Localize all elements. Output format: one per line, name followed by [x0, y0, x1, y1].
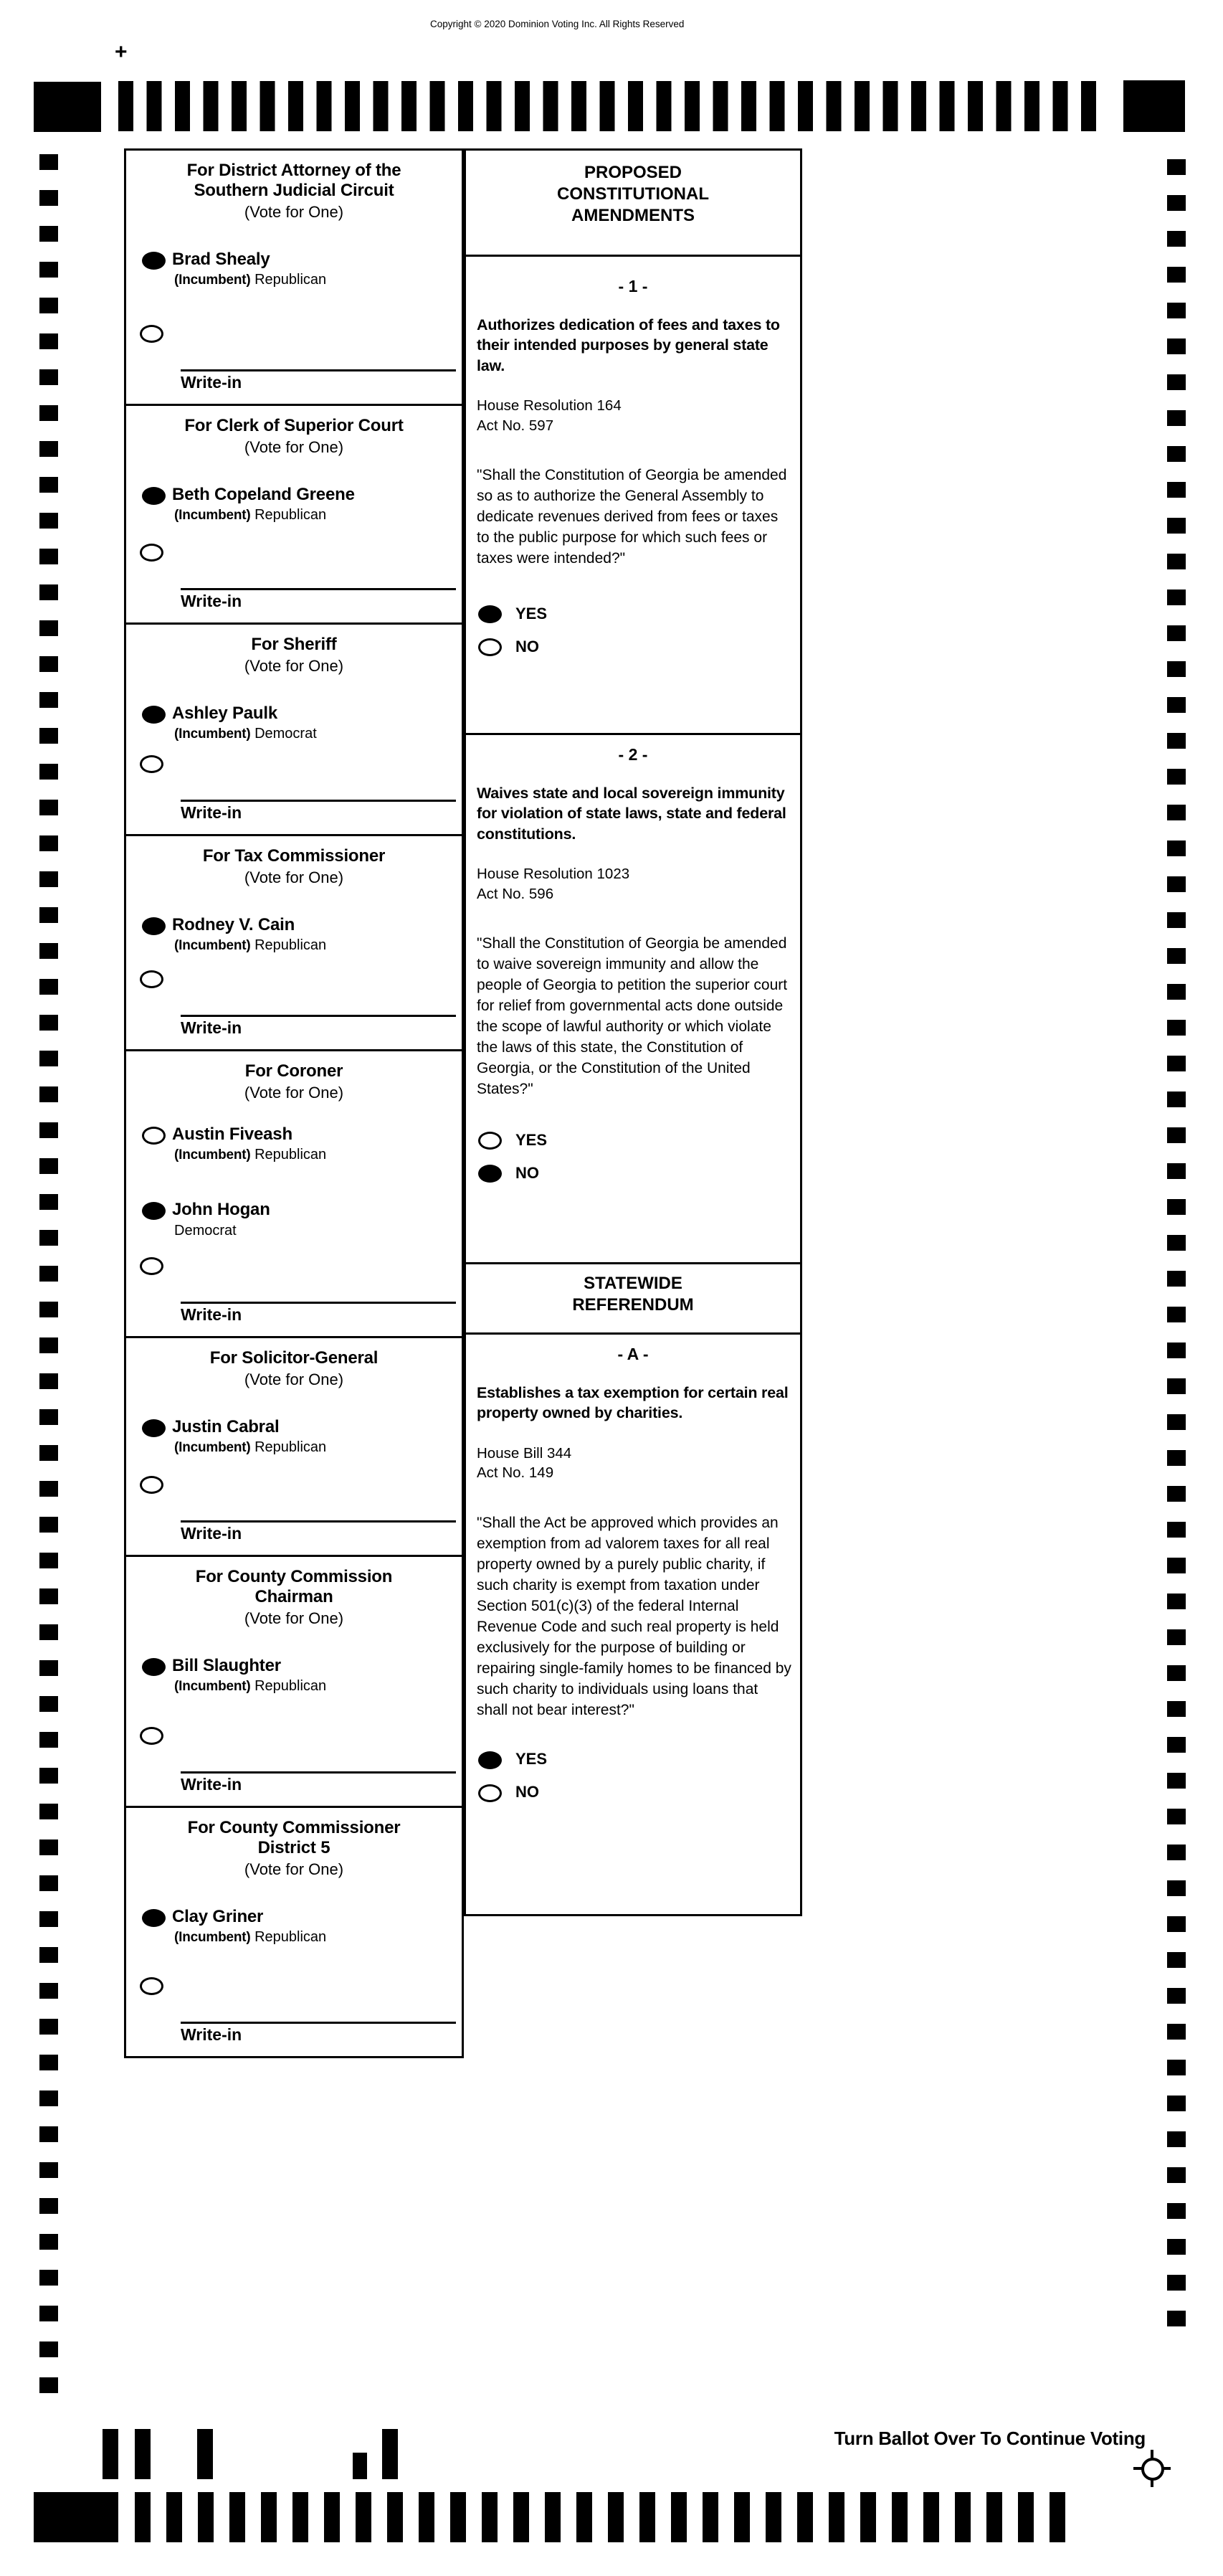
candidate-name: Ashley Paulk [172, 703, 278, 723]
write-in-line[interactable] [181, 800, 456, 802]
no-option [478, 1783, 800, 1802]
write-in-bubble[interactable] [140, 1727, 163, 1745]
write-in-label: Write-in [181, 803, 242, 822]
vote-instruction: (Vote for One) [244, 868, 344, 886]
write-in-row [140, 323, 456, 397]
no-label: NO [515, 637, 539, 655]
no-bubble[interactable] [478, 638, 502, 656]
measure-summary: Waives state and local sovereign immunity for violation of state laws, state and federal constitutions. [477, 785, 786, 843]
contest-sheriff [124, 622, 464, 836]
candidate-party: (Incumbent) Republican [174, 1678, 327, 1695]
referendum-header-box [464, 1262, 802, 1335]
ballot-code-bar [103, 2429, 118, 2479]
measure-authority: House Resolution 164 Act No. 597 [477, 397, 622, 434]
candidate-party: (Incumbent) Republican [174, 1147, 327, 1163]
measure-question: "Shall the Constitution of Georgia be amended so as to authorize the General Assembly to dedicate revenues derived from fees or taxes to the public purpose for which such fees or taxes were intended?" [477, 467, 787, 567]
candidate-party: (Incumbent) Republican [174, 937, 327, 954]
contest-title: For Coroner [244, 1061, 343, 1081]
timing-marks-right [1167, 159, 1186, 2331]
timing-marks-bottom [135, 2492, 1067, 2542]
registration-plus-mark: + [115, 40, 128, 64]
write-in-label: Write-in [181, 1305, 242, 1324]
timing-block-bottom-left [34, 2492, 118, 2542]
vote-instruction: (Vote for One) [244, 1083, 344, 1102]
measure-authority: House Resolution 1023 Act No. 596 [477, 866, 630, 902]
measure-number: - A - [617, 1345, 649, 1363]
write-in-line[interactable] [181, 1302, 456, 1304]
yes-option [478, 1130, 800, 1150]
write-in-label: Write-in [181, 1775, 242, 1794]
yes-label: YES [515, 604, 548, 622]
write-in-line[interactable] [181, 2022, 456, 2024]
candidate-row [142, 1125, 462, 1163]
contest-coroner [124, 1049, 464, 1338]
candidate-party: (Incumbent) Republican [174, 1439, 327, 1456]
no-option [478, 637, 800, 656]
candidate-name: Austin Fiveash [172, 1124, 292, 1144]
turn-ballot-over-instruction: Turn Ballot Over To Continue Voting [834, 2428, 1146, 2449]
amendments-header-box [464, 148, 802, 257]
ballot-code-bar [197, 2429, 213, 2479]
contest-title: For Tax Commissioner [202, 846, 386, 866]
candidate-name: Brad Shealy [172, 249, 270, 269]
candidate-name: Bill Slaughter [172, 1655, 281, 1675]
vote-instruction: (Vote for One) [244, 1370, 344, 1388]
vote-instruction: (Vote for One) [244, 202, 344, 221]
candidate-name: Clay Griner [172, 1906, 264, 1926]
timing-marks-top [118, 81, 1108, 131]
candidate-row [142, 1657, 462, 1695]
write-in-bubble[interactable] [140, 755, 163, 773]
candidate-row [142, 1201, 462, 1239]
candidate-row [142, 916, 462, 954]
candidate-name: Justin Cabral [172, 1416, 280, 1436]
contest-title: For Sheriff [251, 635, 337, 654]
candidate-name: John Hogan [172, 1200, 270, 1220]
candidate-row [142, 1418, 462, 1456]
timing-marks-left [39, 154, 58, 2395]
write-in-row [140, 1725, 456, 1799]
measure-number: - 1 - [618, 277, 648, 295]
write-in-line[interactable] [181, 588, 456, 590]
no-bubble[interactable] [478, 1784, 502, 1802]
timing-block-top-left [34, 82, 101, 132]
write-in-row [140, 1474, 456, 1548]
yes-option [478, 604, 800, 623]
write-in-bubble[interactable] [140, 970, 163, 988]
candidate-row [142, 704, 462, 742]
referendum-a-box [464, 1332, 802, 1916]
candidate-row [142, 1908, 462, 1946]
yes-label: YES [515, 1750, 548, 1768]
candidate-bubble[interactable] [142, 487, 166, 505]
copyright-text: Copyright © 2020 Dominion Voting Inc. All Rights Reserved [430, 19, 685, 29]
amendment-1-box [464, 255, 802, 735]
candidate-row [142, 250, 462, 288]
write-in-row [140, 1976, 456, 2049]
measure-number: - 2 - [618, 745, 648, 764]
ballot-code-label: 51 [386, 2433, 399, 2445]
contest-title: For County Commission Chairman [195, 1567, 393, 1606]
candidate-party: (Incumbent) Republican [174, 1929, 327, 1946]
amendment-2-box [464, 733, 802, 1264]
amendments-header: PROPOSED CONSTITUTIONAL AMENDMENTS [557, 163, 709, 225]
write-in-bubble[interactable] [140, 325, 163, 343]
yes-bubble[interactable] [478, 1751, 502, 1769]
yes-option [478, 1750, 800, 1769]
measure-question: "Shall the Constitution of Georgia be amended to waive sovereign immunity and allow the people of Georgia to petition the superior court for relief from governmental acts done outside the scope of lawful authority or which violate the laws of this state, the Constitution of Georgia, or the Constitution of the United States?" [477, 935, 788, 1098]
contest-title: For Clerk of Superior Court [184, 416, 404, 435]
write-in-line[interactable] [181, 1015, 456, 1017]
write-in-row [140, 754, 456, 827]
contest-county-commissioner-district-5 [124, 1806, 464, 2058]
write-in-row [140, 542, 456, 615]
candidate-row [142, 486, 462, 524]
write-in-row [140, 1256, 456, 1329]
measure-summary: Authorizes dedication of fees and taxes to their intended purposes by general state law. [477, 316, 780, 374]
vote-instruction: (Vote for One) [244, 1860, 344, 1878]
no-option [478, 1163, 800, 1183]
no-bubble[interactable] [478, 1165, 502, 1183]
measure-question: "Shall the Act be approved which provides an exemption from ad valorem taxes for all real property owned by a purely public charity, if such charity is exempt from taxation under Section 501(c)(3) of the federal Internal Revenue Code and such real property is held exclusively for the purpose of building or repairing single-family homes to be financed by such charity to individuals using loans that shall not bear interest?" [477, 1515, 791, 1718]
write-in-label: Write-in [181, 1018, 242, 1037]
candidate-bubble[interactable] [142, 1909, 166, 1927]
write-in-label: Write-in [181, 2025, 242, 2044]
contest-tax-commissioner [124, 834, 464, 1051]
candidate-bubble[interactable] [142, 1127, 166, 1145]
contest-clerk-superior-court [124, 404, 464, 625]
write-in-label: Write-in [181, 373, 242, 392]
write-in-bubble[interactable] [140, 1977, 163, 1995]
contest-solicitor-general [124, 1336, 464, 1557]
write-in-row [140, 969, 456, 1042]
candidate-party: (Incumbent) Republican [174, 507, 327, 524]
registration-target-mark [1133, 2450, 1171, 2487]
vote-instruction: (Vote for One) [244, 1609, 344, 1627]
measure-authority: House Bill 344 Act No. 149 [477, 1444, 572, 1482]
yes-label: YES [515, 1130, 548, 1149]
timing-block-top-right [1123, 80, 1185, 132]
no-label: NO [515, 1783, 539, 1801]
write-in-line[interactable] [181, 369, 456, 371]
ballot-code-bar [135, 2429, 151, 2479]
candidate-party: (Incumbent) Republican [174, 272, 327, 288]
write-in-line[interactable] [181, 1520, 456, 1523]
write-in-label: Write-in [181, 1524, 242, 1543]
candidate-bubble[interactable] [142, 917, 166, 935]
ballot-code-bar [353, 2453, 367, 2479]
contest-title: For District Attorney of the Southern Judicial Circuit [186, 161, 401, 200]
candidate-name: Beth Copeland Greene [172, 484, 355, 504]
write-in-bubble[interactable] [140, 1476, 163, 1494]
write-in-bubble[interactable] [140, 1257, 163, 1275]
candidate-bubble[interactable] [142, 1658, 166, 1676]
contest-title: For County Commissioner District 5 [187, 1818, 401, 1857]
candidate-bubble[interactable] [142, 1202, 166, 1220]
candidate-party: Democrat [174, 1222, 237, 1239]
yes-bubble[interactable] [478, 1132, 502, 1150]
candidate-bubble[interactable] [142, 252, 166, 270]
no-label: NO [515, 1163, 539, 1182]
contest-district-attorney [124, 148, 464, 406]
candidate-bubble[interactable] [142, 1419, 166, 1437]
contest-title: For Solicitor-General [209, 1348, 379, 1368]
measure-summary: Establishes a tax exemption for certain real property owned by charities. [477, 1384, 789, 1422]
vote-instruction: (Vote for One) [244, 437, 344, 456]
candidate-name: Rodney V. Cain [172, 914, 295, 934]
contest-county-commission-chairman [124, 1555, 464, 1808]
yes-bubble[interactable] [478, 605, 502, 623]
candidate-party: (Incumbent) Democrat [174, 726, 317, 742]
vote-instruction: (Vote for One) [244, 656, 344, 675]
write-in-line[interactable] [181, 1771, 456, 1774]
write-in-bubble[interactable] [140, 544, 163, 562]
referendum-header: STATEWIDE REFERENDUM [572, 1274, 694, 1315]
candidate-bubble[interactable] [142, 706, 166, 724]
write-in-label: Write-in [181, 592, 242, 610]
